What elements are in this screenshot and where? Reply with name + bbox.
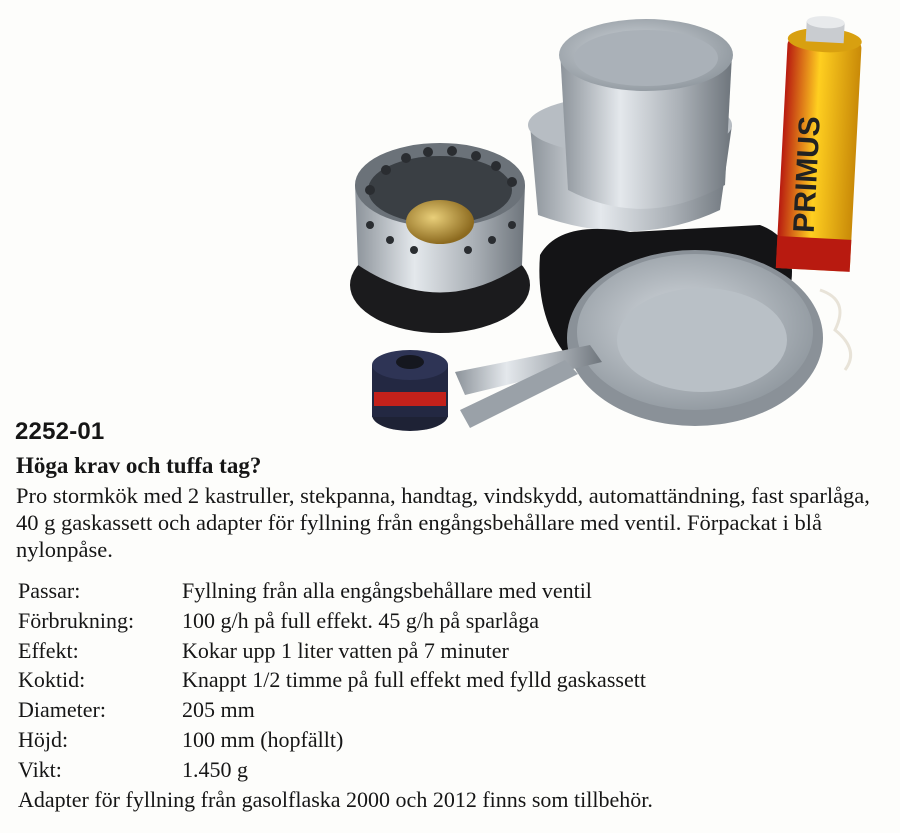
product-number: 2252-01 <box>15 418 105 445</box>
spec-label: Diameter: <box>18 697 106 723</box>
pot-handle <box>455 345 602 428</box>
cooking-pots <box>528 19 733 231</box>
spec-value: 1.450 g <box>182 756 248 782</box>
spec-row <box>18 725 646 755</box>
spec-value: 100 mm (hopfällt) <box>182 726 344 752</box>
frying-pan <box>567 250 823 426</box>
stove-burner <box>350 143 530 333</box>
canister-brand-label: PRIMUS <box>787 115 827 234</box>
product-photo <box>330 0 900 440</box>
spec-row <box>18 636 646 666</box>
rope <box>820 290 851 370</box>
spec-row <box>18 665 646 695</box>
product-description: Pro stormkök med 2 kastruller, stekpanna, handtag, vindskydd, automattändning, fast sparlåga, 40 g gaskassett och adapter för fyllning från engångsbehållare med ventil. Förpackat i blå nylonpåse. <box>16 483 870 562</box>
spec-value: 205 mm <box>182 697 255 723</box>
spec-label: Effekt: <box>18 637 79 663</box>
spec-label: Vikt: <box>18 756 62 782</box>
gas-canister-primus <box>776 14 863 272</box>
spec-table <box>18 576 646 785</box>
spec-label: Passar: <box>18 578 81 603</box>
product-headline: Höga krav och tuffa tag? <box>16 453 262 478</box>
spec-row <box>18 755 646 785</box>
spec-value: Knappt 1/2 timme på full effekt med fylld gaskassett <box>182 667 646 693</box>
spec-value: Fyllning från alla engångsbehållare med ventil <box>182 578 592 603</box>
spec-row <box>18 695 646 725</box>
spec-value: Kokar upp 1 liter vatten på 7 minuter <box>182 637 509 663</box>
spec-label: Höjd: <box>18 726 69 752</box>
gas-cartridge-small <box>372 350 448 431</box>
spec-label: Koktid: <box>18 667 86 693</box>
spec-row <box>18 606 646 636</box>
spec-value: 100 g/h på full effekt. 45 g/h på sparlåga <box>182 607 539 633</box>
footer-note: Adapter för fyllning från gasolflaska 2000 och 2012 finns som tillbehör. <box>18 787 653 812</box>
spec-label: Förbrukning: <box>18 607 135 633</box>
spec-row <box>18 576 646 606</box>
